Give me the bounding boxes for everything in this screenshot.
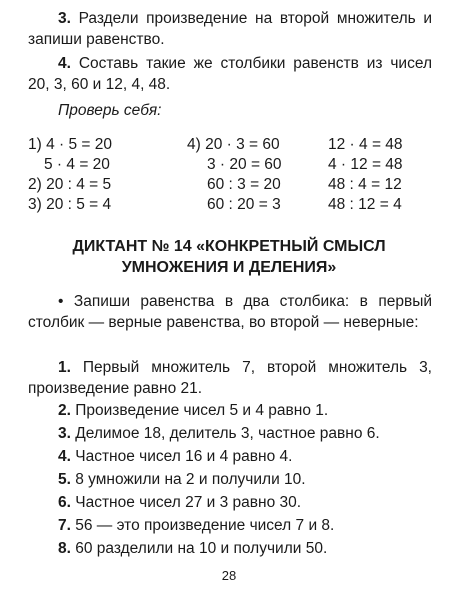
- answer-cell: 12 · 4 = 48: [328, 136, 403, 153]
- item-text: Делимое 18, делитель 3, частное равно 6.: [75, 425, 380, 442]
- task-number: 4.: [58, 55, 71, 72]
- answer-cell: 3) 20 : 5 = 4: [28, 196, 112, 213]
- item-number: 2.: [58, 402, 71, 419]
- task-4: [28, 53, 432, 95]
- task-text: Составь такие же столбики равенств из чисел 20, 3, 60 и 12, 4, 48.: [28, 55, 432, 93]
- item-text: 60 разделили на 10 и получили 50.: [75, 540, 328, 557]
- page-number: 28: [221, 568, 237, 583]
- answer-cell: 60 : 20 = 3: [207, 196, 281, 213]
- dictation-title-line-1: ДИКТАНТ № 14 «КОНКРЕТНЫЙ СМЫСЛ: [72, 238, 386, 255]
- item-number: 4.: [58, 448, 71, 465]
- dictation-item-3: [58, 423, 380, 444]
- dictation-instruction: • Запиши равенства в два столбика: в первый столбик — верные равенства, во второй — неверные:: [28, 293, 432, 331]
- item-number: 7.: [58, 517, 71, 534]
- answer-cell: 48 : 4 = 12: [328, 176, 402, 193]
- dictation-item-5: [58, 469, 306, 490]
- answer-cell: 1) 4 · 5 = 20: [28, 136, 113, 153]
- task-number: 3.: [58, 10, 71, 27]
- item-text: Произведение чисел 5 и 4 равно 1.: [75, 402, 329, 419]
- task-3: [28, 8, 432, 50]
- dictation-item-1: [28, 357, 432, 399]
- answer-cell: 4) 20 · 3 = 60: [187, 136, 280, 153]
- dictation-item-7: [58, 515, 334, 536]
- answer-cell: 3 · 20 = 60: [207, 156, 282, 173]
- dictation-item-8: [58, 538, 327, 559]
- item-number: 6.: [58, 494, 71, 511]
- item-text: 8 умножили на 2 и получили 10.: [75, 471, 306, 488]
- item-text: Частное чисел 16 и 4 равно 4.: [75, 448, 293, 465]
- dictation-title-line-2: УМНОЖЕНИЯ И ДЕЛЕНИЯ»: [121, 259, 337, 276]
- item-text: Частное чисел 27 и 3 равно 30.: [75, 494, 302, 511]
- answer-cell: 2) 20 : 4 = 5: [28, 176, 112, 193]
- item-number: 8.: [58, 540, 71, 557]
- item-text: 56 — это произведение чисел 7 и 8.: [75, 517, 335, 534]
- item-number: 3.: [58, 425, 71, 442]
- dictation-item-4: [58, 446, 292, 467]
- answer-cell: 4 · 12 = 48: [328, 156, 403, 173]
- check-yourself-label: Проверь себя:: [58, 102, 162, 119]
- dictation-item-6: [58, 492, 301, 513]
- item-text: Первый множитель 7, второй множитель 3, произведение равно 21.: [28, 359, 432, 397]
- answer-cell: 48 : 12 = 4: [328, 196, 402, 213]
- answer-cell: 60 : 3 = 20: [207, 176, 281, 193]
- item-number: 1.: [58, 359, 71, 376]
- item-number: 5.: [58, 471, 71, 488]
- task-text: Раздели произведение на второй множитель и запиши равенство.: [28, 10, 432, 48]
- dictation-item-2: [58, 400, 328, 421]
- answer-cell: 5 · 4 = 20: [44, 156, 110, 173]
